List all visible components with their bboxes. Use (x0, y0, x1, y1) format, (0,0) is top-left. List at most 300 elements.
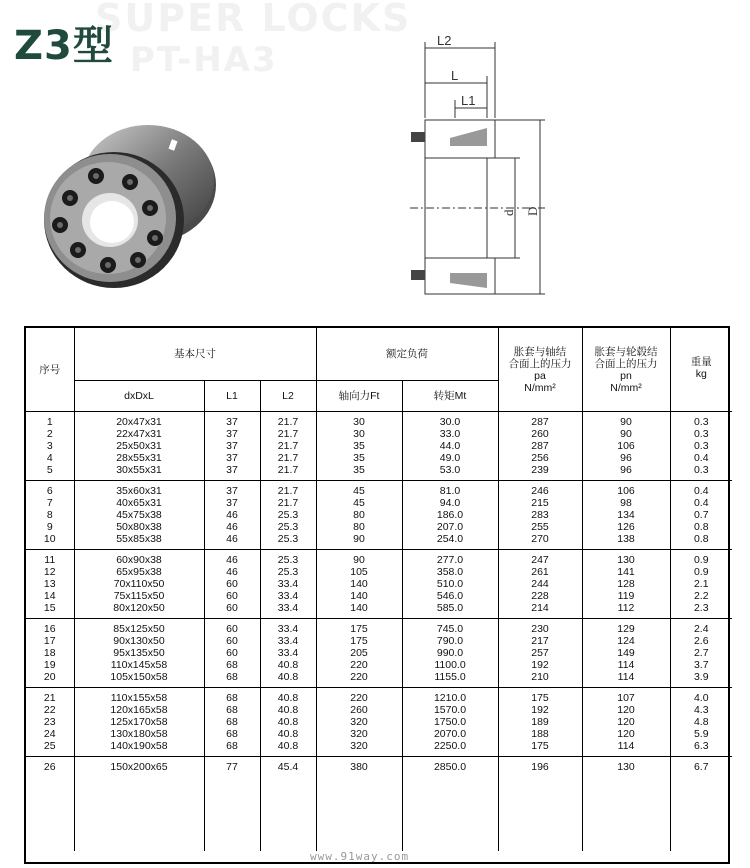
cell-value: 140 (350, 578, 368, 590)
cell-value: 149 (617, 647, 635, 659)
cell-value: 37 (226, 497, 238, 509)
cell-value: 1570.0 (433, 704, 467, 716)
cell-kg (670, 619, 732, 688)
cell-value: 106 (617, 440, 635, 452)
cell-value: 0.4 (693, 452, 709, 464)
table-row-group (26, 481, 732, 550)
table-row-group (26, 757, 732, 852)
cell-value: 90x130x50 (113, 635, 165, 647)
cell-value: 20 (43, 671, 56, 683)
cell-value: 37 (226, 464, 238, 476)
cell-value: 215 (531, 497, 549, 509)
header-L1: L1 (204, 381, 260, 412)
table-row-group (26, 619, 732, 688)
cell-value: 138 (617, 533, 635, 545)
cell-value: 4 (46, 452, 53, 464)
cell-value: 40.8 (277, 692, 299, 704)
cell-seq (26, 757, 74, 852)
cell-L1 (204, 550, 260, 619)
cell-value: 60 (226, 578, 238, 590)
cell-value: 35 (353, 464, 365, 476)
cell-value: 2.3 (693, 602, 709, 614)
cell-Ft (316, 550, 402, 619)
cell-value: 0.3 (693, 464, 709, 476)
cell-value: 68 (226, 728, 238, 740)
cell-value: 129 (617, 623, 635, 635)
cell-L2 (260, 481, 316, 550)
cell-value: 46 (226, 554, 238, 566)
cell-value: 205 (350, 647, 368, 659)
cell-pa (498, 481, 582, 550)
cell-value: 270 (531, 533, 549, 545)
cell-value: 45 (353, 485, 365, 497)
cell-value: 1750.0 (433, 716, 467, 728)
cell-size (74, 757, 204, 852)
cell-value: 175 (531, 692, 549, 704)
dim-L2-label: L2 (437, 33, 452, 48)
cell-value: 6.3 (693, 740, 709, 752)
cell-value: 2.2 (693, 590, 709, 602)
cell-value: 230 (531, 623, 549, 635)
cell-value: 95x135x50 (113, 647, 165, 659)
cell-value: 130 (617, 761, 635, 773)
cell-value: 46 (226, 533, 238, 545)
cell-pn (582, 481, 670, 550)
cell-value: 124 (617, 635, 635, 647)
cell-value: 114 (617, 740, 635, 752)
cell-value: 1 (46, 416, 53, 428)
dim-L-label: L (451, 68, 459, 83)
cell-value: 90 (353, 533, 365, 545)
cell-pn (582, 412, 670, 481)
cell-value: 1210.0 (433, 692, 467, 704)
cell-value: 17 (43, 635, 56, 647)
cell-value: 140 (350, 590, 368, 602)
cell-value: 70x110x50 (113, 578, 165, 590)
cell-Ft (316, 481, 402, 550)
cell-value: 2.1 (693, 578, 709, 590)
cell-value: 45x75x38 (116, 509, 162, 521)
cell-value: 220 (350, 692, 368, 704)
cell-value: 110x155x58 (110, 692, 168, 704)
cell-value: 25.3 (277, 509, 299, 521)
cell-pn (582, 757, 670, 852)
cell-value: 287 (531, 440, 549, 452)
cell-value: 68 (226, 704, 238, 716)
cell-value: 25.3 (277, 533, 299, 545)
cell-value: 186.0 (436, 509, 464, 521)
cell-value: 60 (226, 635, 238, 647)
cell-value: 254.0 (436, 533, 464, 545)
cell-value: 140 (350, 602, 368, 614)
cell-value: 175 (350, 635, 368, 647)
cell-value: 3.7 (693, 659, 709, 671)
cell-value: 21.7 (277, 440, 299, 452)
cell-value: 261 (531, 566, 549, 578)
watermark-line-2: PT-HA3 (130, 40, 278, 80)
cell-value: 37 (226, 452, 238, 464)
cell-value: 260 (350, 704, 368, 716)
cell-pa (498, 688, 582, 757)
cell-value: 18 (43, 647, 56, 659)
cell-value: 0.3 (693, 428, 709, 440)
cell-value: 60 (226, 602, 238, 614)
cell-value: 28x55x31 (116, 452, 162, 464)
cell-size (74, 412, 204, 481)
cell-L2 (260, 757, 316, 852)
cell-value: 0.7 (693, 509, 709, 521)
cell-value: 26 (43, 761, 56, 773)
cell-value: 90 (353, 554, 365, 566)
cell-value: 68 (226, 659, 238, 671)
cell-value: 217 (531, 635, 549, 647)
cell-value: 90 (620, 416, 632, 428)
cell-value: 244 (531, 578, 549, 590)
header-L2: L2 (260, 381, 316, 412)
cell-value: 23 (43, 716, 56, 728)
cell-value: 114 (617, 659, 635, 671)
cell-Mt (402, 619, 498, 688)
cell-value: 228 (531, 590, 549, 602)
cell-value: 60 (226, 647, 238, 659)
cell-value: 8 (46, 509, 53, 521)
cell-value: 2 (46, 428, 53, 440)
cell-value: 220 (350, 671, 368, 683)
cell-value: 1155.0 (434, 671, 466, 683)
cell-value: 4.3 (693, 704, 709, 716)
watermark-line-1: SUPER LOCKS (95, 0, 412, 40)
cell-value: 35 (353, 440, 365, 452)
cell-pa (498, 757, 582, 852)
cell-value: 0.3 (693, 416, 709, 428)
cell-L2 (260, 412, 316, 481)
cell-value: 277.0 (436, 554, 464, 566)
cell-value: 9 (46, 521, 53, 533)
cell-value: 37 (226, 485, 238, 497)
cell-Mt (402, 757, 498, 852)
cell-value: 140x190x58 (110, 740, 168, 752)
cell-pa (498, 412, 582, 481)
cell-value: 105x150x58 (110, 671, 168, 683)
cell-pa (498, 619, 582, 688)
cell-value: 68 (226, 671, 238, 683)
cell-seq (26, 481, 74, 550)
cell-size (74, 688, 204, 757)
cell-value: 46 (226, 509, 238, 521)
cell-value: 192 (531, 659, 549, 671)
cell-value: 358.0 (436, 566, 464, 578)
watermark-bottom: www.91way.com (310, 850, 410, 863)
cell-Mt (402, 550, 498, 619)
cell-value: 0.8 (693, 533, 709, 545)
cell-value: 30.0 (439, 416, 461, 428)
cell-value: 33.4 (277, 647, 299, 659)
cell-value: 546.0 (436, 590, 464, 602)
cell-value: 40.8 (277, 704, 299, 716)
cell-value: 112 (617, 602, 635, 614)
cell-value: 65x95x38 (116, 566, 162, 578)
cell-value: 40x65x31 (116, 497, 162, 509)
cell-value: 2850.0 (433, 761, 467, 773)
cell-Mt (402, 481, 498, 550)
cell-value: 11 (44, 554, 56, 566)
cell-value: 790.0 (436, 635, 464, 647)
cell-value: 2070.0 (433, 728, 467, 740)
cell-value: 110x145x58 (110, 659, 168, 671)
cell-value: 80 (353, 509, 365, 521)
cell-value: 120x165x58 (110, 704, 168, 716)
cell-value: 150x200x65 (110, 761, 168, 773)
cell-value: 260 (531, 428, 549, 440)
table-row-group (26, 412, 732, 481)
cell-value: 114 (617, 671, 635, 683)
cell-L2 (260, 550, 316, 619)
cell-value: 283 (531, 509, 549, 521)
cell-value: 90 (620, 428, 632, 440)
cell-value: 10 (43, 533, 56, 545)
cell-kg (670, 412, 732, 481)
cell-value: 14 (43, 590, 56, 602)
cell-value: 5 (46, 464, 53, 476)
cell-value: 106 (617, 485, 635, 497)
cell-value: 175 (350, 623, 368, 635)
page-title: Z3型 (14, 23, 114, 69)
cell-value: 320 (350, 716, 368, 728)
cell-value: 21.7 (277, 497, 299, 509)
cell-value: 320 (350, 740, 368, 752)
cell-value: 22 (43, 704, 56, 716)
cell-value: 33.0 (439, 428, 461, 440)
cell-value: 246 (531, 485, 549, 497)
cell-value: 3.9 (693, 671, 709, 683)
product-photo (30, 110, 230, 300)
cell-value: 5.9 (693, 728, 709, 740)
cell-value: 257 (531, 647, 549, 659)
cell-value: 81.0 (439, 485, 461, 497)
cell-value: 21 (43, 692, 56, 704)
cell-value: 55x85x38 (116, 533, 162, 545)
header-Mt: 转矩Mt (402, 381, 498, 412)
cell-size (74, 550, 204, 619)
cell-Mt (402, 688, 498, 757)
cell-pn (582, 550, 670, 619)
cell-value: 35x60x31 (116, 485, 162, 497)
cell-seq (26, 619, 74, 688)
cell-value: 990.0 (436, 647, 464, 659)
cell-value: 21.7 (277, 428, 299, 440)
cell-value: 20x47x31 (116, 416, 162, 428)
cell-value: 256 (531, 452, 549, 464)
cell-pn (582, 688, 670, 757)
cell-value: 4.0 (693, 692, 709, 704)
cell-value: 37 (226, 428, 238, 440)
cell-value: 6 (46, 485, 53, 497)
cell-pa (498, 550, 582, 619)
cell-Ft (316, 757, 402, 852)
cell-value: 45 (353, 497, 365, 509)
cell-value: 2.6 (693, 635, 709, 647)
cell-value: 13 (43, 578, 56, 590)
cell-L1 (204, 757, 260, 852)
cell-value: 380 (350, 761, 368, 773)
cell-value: 239 (531, 464, 549, 476)
cell-value: 40.8 (277, 659, 299, 671)
cell-value: 6.7 (693, 761, 709, 773)
table-body (26, 412, 732, 852)
cell-Ft (316, 688, 402, 757)
cell-value: 220 (350, 659, 368, 671)
table-row-group (26, 550, 732, 619)
header-dxDxL: dxDxL (74, 381, 204, 412)
cell-value: 21.7 (277, 452, 299, 464)
cell-value: 25.3 (277, 566, 299, 578)
header-pa: 胀套与轴结 合面上的压力 pa N/mm² (498, 328, 582, 412)
cell-value: 175 (531, 740, 549, 752)
cell-value: 120 (617, 728, 635, 740)
cell-value: 33.4 (277, 590, 299, 602)
header-seq: 序号 (39, 363, 61, 376)
cell-value: 119 (617, 590, 635, 602)
cell-value: 33.4 (277, 578, 299, 590)
cell-value: 30 (353, 428, 365, 440)
cell-value: 46 (226, 521, 238, 533)
cell-value: 96 (620, 464, 632, 476)
cell-value: 2250.0 (433, 740, 467, 752)
cell-Mt (402, 412, 498, 481)
cell-size (74, 619, 204, 688)
cell-value: 60x90x38 (116, 554, 162, 566)
cell-value: 40.8 (277, 671, 299, 683)
cell-value: 21.7 (277, 416, 299, 428)
cell-value: 214 (531, 602, 549, 614)
cell-value: 207.0 (436, 521, 464, 533)
cell-value: 2.4 (693, 623, 709, 635)
cell-value: 15 (43, 602, 56, 614)
cell-kg (670, 757, 732, 852)
cell-value: 128 (617, 578, 635, 590)
cell-value: 19 (43, 659, 56, 671)
cell-value: 94.0 (439, 497, 461, 509)
cell-value: 196 (531, 761, 549, 773)
dim-d-label: d (501, 209, 516, 216)
header-weight: 重量 kg (670, 328, 732, 412)
cell-value: 25 (43, 740, 56, 752)
cell-seq (26, 412, 74, 481)
cell-value: 120 (617, 716, 635, 728)
cell-value: 37 (226, 416, 238, 428)
cell-value: 68 (226, 740, 238, 752)
technical-drawing (405, 28, 555, 303)
cell-value: 130 (617, 554, 635, 566)
cell-value: 255 (531, 521, 549, 533)
cell-value: 0.4 (693, 485, 709, 497)
cell-L2 (260, 688, 316, 757)
cell-value: 7 (46, 497, 53, 509)
cell-value: 4.8 (693, 716, 709, 728)
cell-value: 134 (617, 509, 635, 521)
cell-L1 (204, 619, 260, 688)
header-rated-load: 额定负荷 (316, 328, 498, 381)
cell-value: 125x170x58 (110, 716, 168, 728)
cell-value: 25x50x31 (116, 440, 162, 452)
cell-value: 40.8 (277, 728, 299, 740)
cell-value: 21.7 (277, 464, 299, 476)
cell-value: 247 (531, 554, 549, 566)
cell-value: 46 (226, 566, 238, 578)
cell-value: 37 (226, 440, 238, 452)
cell-L1 (204, 481, 260, 550)
cell-value: 40.8 (277, 740, 299, 752)
cell-value: 0.9 (693, 566, 709, 578)
cell-value: 2.7 (693, 647, 709, 659)
cell-value: 126 (617, 521, 635, 533)
cell-value: 1100.0 (434, 659, 466, 671)
cell-value: 25.3 (277, 554, 299, 566)
cell-pn (582, 619, 670, 688)
cell-value: 77 (226, 761, 238, 773)
cell-value: 0.4 (693, 497, 709, 509)
cell-value: 22x47x31 (116, 428, 162, 440)
cell-value: 25.3 (277, 521, 299, 533)
cell-value: 585.0 (436, 602, 464, 614)
header-Ft: 轴向力Ft (316, 381, 402, 412)
cell-value: 50x80x38 (116, 521, 162, 533)
cell-seq (26, 550, 74, 619)
cell-value: 68 (226, 716, 238, 728)
cell-L1 (204, 688, 260, 757)
cell-kg (670, 550, 732, 619)
cell-value: 0.8 (693, 521, 709, 533)
cell-value: 80x120x50 (113, 602, 165, 614)
cell-value: 189 (531, 716, 549, 728)
cell-value: 210 (531, 671, 549, 683)
cell-value: 188 (531, 728, 549, 740)
cell-seq (26, 688, 74, 757)
table-row-group (26, 688, 732, 757)
cell-value: 24 (43, 728, 56, 740)
cell-value: 745.0 (436, 623, 464, 635)
cell-value: 30 (353, 416, 365, 428)
cell-value: 53.0 (439, 464, 461, 476)
cell-value: 105 (350, 566, 368, 578)
cell-value: 68 (226, 692, 238, 704)
cell-Ft (316, 412, 402, 481)
dim-D-label: D (525, 206, 540, 216)
cell-value: 287 (531, 416, 549, 428)
cell-value: 21.7 (277, 485, 299, 497)
dim-L1-label: L1 (461, 93, 476, 108)
cell-value: 33.4 (277, 623, 299, 635)
spec-table (24, 326, 730, 864)
header-basic-size: 基本尺寸 (74, 328, 316, 381)
cell-value: 120 (617, 704, 635, 716)
cell-value: 75x115x50 (113, 590, 165, 602)
cell-value: 80 (353, 521, 365, 533)
cell-kg (670, 688, 732, 757)
cell-L1 (204, 412, 260, 481)
cell-value: 0.3 (693, 440, 709, 452)
cell-value: 85x125x50 (113, 623, 165, 635)
cell-value: 35 (353, 452, 365, 464)
cell-value: 510.0 (436, 578, 464, 590)
cell-value: 60 (226, 623, 238, 635)
cell-value: 192 (531, 704, 549, 716)
cell-value: 60 (226, 590, 238, 602)
cell-value: 44.0 (439, 440, 461, 452)
cell-value: 49.0 (439, 452, 461, 464)
cell-value: 30x55x31 (116, 464, 162, 476)
cell-value: 96 (620, 452, 632, 464)
